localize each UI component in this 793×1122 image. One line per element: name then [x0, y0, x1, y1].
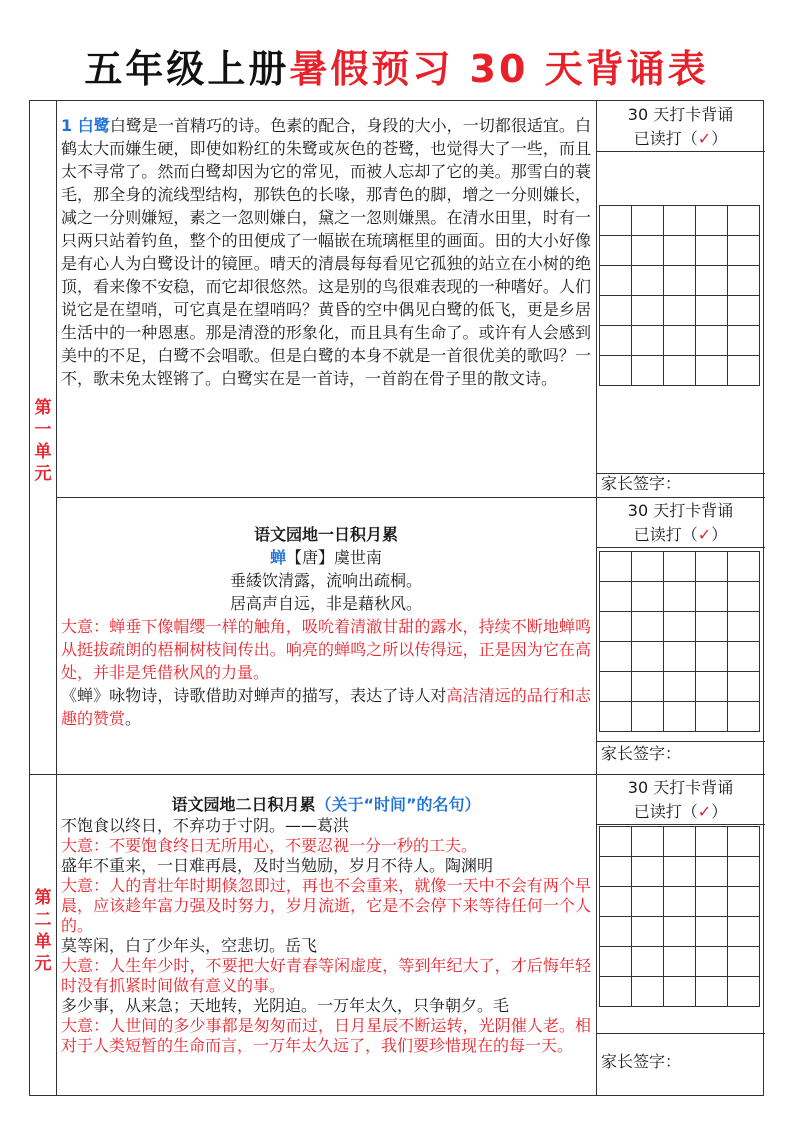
- quote-meaning: 大意：人生年少时，不要把大好青春等闲虚度，等到年纪大了，才后悔年轻时没有抓紧时间做有意义的事。: [61, 956, 591, 995]
- checkin-box[interactable]: [664, 612, 696, 642]
- checkin-box[interactable]: [728, 612, 760, 642]
- checkin-box[interactable]: [728, 326, 760, 356]
- checkmark-icon: ✓: [697, 802, 712, 821]
- checkin-box[interactable]: [696, 857, 728, 887]
- checkin-box[interactable]: [664, 887, 696, 917]
- checkin-box[interactable]: [632, 947, 664, 977]
- page-title: 五年级上册暑假预习 30 天背诵表: [84, 47, 709, 91]
- checkin-box[interactable]: [728, 582, 760, 612]
- checkin-box[interactable]: [600, 326, 632, 356]
- checkin-box[interactable]: [632, 206, 664, 236]
- poem-author: 【唐】虞世南: [286, 548, 383, 567]
- checkin-box[interactable]: [664, 266, 696, 296]
- checkin-box[interactable]: [696, 827, 728, 857]
- checkin-box[interactable]: [696, 266, 728, 296]
- checkin-box[interactable]: [632, 672, 664, 702]
- poem-title: 蝉: [269, 548, 286, 567]
- checkin-box[interactable]: [600, 642, 632, 672]
- checkin-box[interactable]: [600, 552, 632, 582]
- checkin-panel-2: [597, 497, 764, 774]
- section-heading: 语文园地一日积月累: [253, 525, 398, 544]
- unit-one-label: 第 一 单 元: [34, 398, 52, 484]
- checkin-box[interactable]: [632, 236, 664, 266]
- checkin-box[interactable]: [664, 582, 696, 612]
- section-heading: 语文园地二日积月累（关于“时间”的名句）: [171, 795, 481, 814]
- checkin-box[interactable]: [728, 917, 760, 947]
- checkin-box[interactable]: [600, 236, 632, 266]
- checkin-box[interactable]: [664, 296, 696, 326]
- checkin-box[interactable]: [728, 642, 760, 672]
- checkin-box[interactable]: [696, 296, 728, 326]
- checkmark-icon: ✓: [697, 525, 712, 544]
- quote-meaning: 大意：人世间的多少事都是匆匆而过，日月星辰不断运转，光阴催人老。相对于人类短暂的生命而言，一万年太久远了，我们要珍惜现在的每一天。: [61, 1016, 591, 1055]
- checkin-box[interactable]: [600, 917, 632, 947]
- checkin-box[interactable]: [696, 236, 728, 266]
- checkin-box[interactable]: [664, 977, 696, 1007]
- checkin-box[interactable]: [696, 206, 728, 236]
- checkin-panel-1: [597, 101, 764, 497]
- checkin-box[interactable]: [728, 702, 760, 732]
- checkin-header: 30 天打卡背诵 已读打（✓）: [627, 778, 734, 821]
- checkin-box[interactable]: [664, 356, 696, 386]
- checkin-box[interactable]: [664, 642, 696, 672]
- checkin-box[interactable]: [728, 296, 760, 326]
- checkin-box[interactable]: [696, 947, 728, 977]
- parent-signature-label: 家长签字：: [601, 474, 682, 493]
- checkin-box[interactable]: [632, 326, 664, 356]
- checkin-box[interactable]: [696, 917, 728, 947]
- checkin-box[interactable]: [664, 947, 696, 977]
- lesson-title: 1 白鹭: [61, 116, 110, 135]
- checkin-box[interactable]: [664, 672, 696, 702]
- section-time-quotes: [57, 793, 595, 1095]
- checkin-panel-3: [597, 774, 764, 1096]
- checkin-box[interactable]: [696, 326, 728, 356]
- parent-signature-label: 家长签字：: [601, 744, 682, 763]
- checkin-box[interactable]: [664, 702, 696, 732]
- checkin-box[interactable]: [664, 917, 696, 947]
- checkin-box[interactable]: [728, 206, 760, 236]
- recitation-table: [29, 100, 764, 1096]
- checkin-box[interactable]: [696, 552, 728, 582]
- quote: 盛年不重来，一日难再晨，及时当勉励，岁月不待人。陶渊明: [61, 856, 494, 875]
- checkin-box[interactable]: [728, 887, 760, 917]
- section-chan: 语文园地一日积月累 蝉【唐】虞世南 垂緌饮清露，流响出疏桐。 居高声自远，非是藉秋风。 大意：蝉垂下像帽缨一样的触角，吸吮着清澈甘甜的露水，持续不断地蝉鸣从挺拔疏朗的梧桐树枝间传出。响亮的蝉鸣之所以传得远，正是因为它在高处，并非是凭借秋风的力量。 《蝉》咏物诗，诗歌借助对蝉声的描写，表达了诗人对高洁清远的品行和志趣的赞赏。: [57, 523, 595, 773]
- checkin-box[interactable]: [728, 552, 760, 582]
- checkin-box[interactable]: [664, 326, 696, 356]
- quote: 不饱食以终日，不弃功于寸阴。——葛洪: [61, 816, 350, 835]
- checkin-box[interactable]: [696, 702, 728, 732]
- checkin-box[interactable]: [696, 977, 728, 1007]
- checkin-grid[interactable]: [597, 551, 764, 732]
- checkin-box[interactable]: [632, 612, 664, 642]
- parent-signature-label: 家长签字：: [601, 1052, 682, 1071]
- checkin-box[interactable]: [664, 206, 696, 236]
- checkin-box[interactable]: [632, 857, 664, 887]
- poem-line: 居高声自远，非是藉秋风。: [229, 594, 422, 613]
- quote-meaning: 大意：人的青壮年时期倏忽即过，再也不会重来，就像一天中不会有两个早晨，应该趁年富力强及时努力，岁月流逝，它是不会停下来等待任何一个人的。: [61, 876, 591, 935]
- checkin-box[interactable]: [632, 356, 664, 386]
- lesson-text: 白鹭是一首精巧的诗。色素的配合，身段的大小，一切都很适宜。白鹤太大而嫌生硬，即使如粉红的朱鹭或灰色的苍鹭，也觉得大了一些，而且太不寻常了。然而白鹭却因为它的常见，而被人忘却了它的美。那雪白的蓑毛，那全身的流线型结构，那铁色的长喙，那青色的脚，增之一分则嫌长，减之一分则嫌短，素之一忽则嫌白，黛之一忽则嫌黑。在清水田里，时有一只两只站着钓鱼，整个的田便成了一幅嵌在琉璃框里的画面。田的大小好像是有心人为白鹭设计的镜匣。晴天的清晨每每看见它孤独的站立在小树的绝顶，看来像不安稳，而它却很悠然。这是别的鸟很难表现的一种嗜好。人们说它是在望哨，可它真是在望哨吗？黄昏的空中偶见白鹭的低飞，更是乡居生活中的一种恩惠。那是清澄的形象化，而且具有生命了。或许有人会感到美中的不足，白鹭不会唱歌。但是白鹭的本身不就是一首很优美的歌吗？一不，歌未免太铿锵了。白鹭实在是一首诗，一首韵在骨子里的散文诗。: [61, 116, 591, 388]
- poem-line: 垂緌饮清露，流响出疏桐。: [229, 571, 422, 590]
- checkin-box[interactable]: [632, 887, 664, 917]
- checkin-box[interactable]: [632, 642, 664, 672]
- checkin-box[interactable]: [600, 672, 632, 702]
- checkin-box[interactable]: [600, 296, 632, 326]
- checkin-box[interactable]: [632, 582, 664, 612]
- checkin-box[interactable]: [632, 702, 664, 732]
- checkin-box[interactable]: [664, 827, 696, 857]
- checkin-box[interactable]: [600, 947, 632, 977]
- checkin-box[interactable]: [664, 857, 696, 887]
- checkin-box[interactable]: [632, 977, 664, 1007]
- checkin-grid[interactable]: [597, 826, 764, 1007]
- checkin-box[interactable]: [728, 266, 760, 296]
- quote-meaning: 大意：不要饱食终日无所用心，不要忍视一分一秒的工夫。: [61, 836, 478, 855]
- checkin-box[interactable]: [600, 702, 632, 732]
- checkin-box[interactable]: [600, 582, 632, 612]
- checkin-box[interactable]: [632, 266, 664, 296]
- checkin-box[interactable]: [696, 356, 728, 386]
- checkin-box[interactable]: [632, 552, 664, 582]
- checkin-box[interactable]: [600, 977, 632, 1007]
- checkin-box[interactable]: [600, 206, 632, 236]
- checkin-box[interactable]: [664, 236, 696, 266]
- checkin-header: 30 天打卡背诵 已读打（✓）: [627, 105, 734, 148]
- checkin-box[interactable]: [728, 947, 760, 977]
- checkin-box[interactable]: [632, 917, 664, 947]
- quote: 莫等闲，白了少年头，空悲切。岳飞: [61, 936, 318, 955]
- poem-meaning: 大意：蝉垂下像帽缨一样的触角，吸吮着清澈甘甜的露水，持续不断地蝉鸣从挺拔疏朗的梧桐树枝间传出。响亮的蝉鸣之所以传得远，正是因为它在高处，并非是凭借秋风的力量。: [61, 617, 591, 682]
- checkin-box[interactable]: [696, 887, 728, 917]
- checkin-grid[interactable]: [597, 205, 764, 386]
- checkin-box[interactable]: [632, 296, 664, 326]
- checkin-box[interactable]: [600, 857, 632, 887]
- checkin-box[interactable]: [600, 612, 632, 642]
- checkin-box[interactable]: [600, 887, 632, 917]
- checkin-box[interactable]: [696, 642, 728, 672]
- checkin-box[interactable]: [632, 827, 664, 857]
- checkin-box[interactable]: [696, 672, 728, 702]
- checkin-box[interactable]: [696, 582, 728, 612]
- checkin-box[interactable]: [664, 552, 696, 582]
- checkin-box[interactable]: [600, 827, 632, 857]
- checkin-box[interactable]: [600, 356, 632, 386]
- checkin-box[interactable]: [728, 857, 760, 887]
- checkin-box[interactable]: [728, 827, 760, 857]
- checkin-box[interactable]: [728, 236, 760, 266]
- quote: 多少事，从来急；天地转，光阴迫。一万年太久，只争朝夕。毛: [61, 996, 510, 1015]
- checkin-box[interactable]: [696, 612, 728, 642]
- checkin-box[interactable]: [600, 266, 632, 296]
- checkin-box[interactable]: [728, 356, 760, 386]
- section-bailu: [57, 114, 595, 496]
- checkin-box[interactable]: [728, 672, 760, 702]
- checkin-box[interactable]: [728, 977, 760, 1007]
- poem-note: 《蝉》咏物诗，诗歌借助对蝉声的描写，表达了诗人对: [61, 686, 447, 705]
- checkin-header: 30 天打卡背诵 已读打（✓）: [627, 501, 734, 544]
- checkmark-icon: ✓: [697, 129, 712, 148]
- unit-two-label: 第 二 单 元: [34, 888, 52, 974]
